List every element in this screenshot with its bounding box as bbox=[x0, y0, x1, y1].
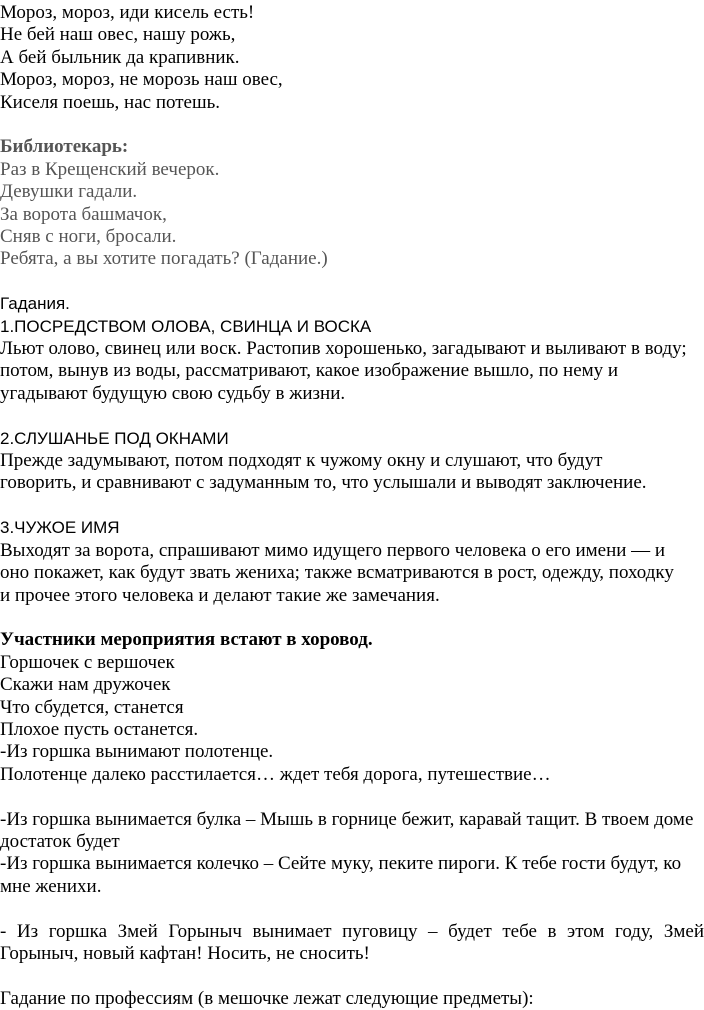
fortune-title: 1.ПОСРЕДСТВОМ ОЛОВА, СВИНЦА И ВОСКА bbox=[0, 316, 372, 336]
pot-item-line: достаток будет bbox=[0, 830, 120, 852]
round-dance-line: Полотенце далеко расстилается… ждет тебя дорога, путешествие… bbox=[0, 763, 551, 785]
librarian-block bbox=[0, 136, 704, 270]
fortune-intro: Гадания. bbox=[0, 294, 70, 314]
poem-block bbox=[0, 2, 704, 114]
fortune-text-line: Льют олово, свинец или воск. Растопив хорошенько, загадывают и выливают в воду; bbox=[0, 338, 687, 360]
fortune-block bbox=[0, 293, 704, 607]
pot-item-line: мне женихи. bbox=[0, 875, 102, 897]
librarian-line: Девушки гадали. bbox=[0, 181, 138, 203]
fortune-text-line: говорить, и сравнивают с задуманным то, что услышали и выводят заключение. bbox=[0, 472, 647, 494]
fortune-title: 2.СЛУШАНЬЕ ПОД ОКНАМИ bbox=[0, 428, 229, 448]
fortune-text-line: угадывают будущую свою судьбу в жизни. bbox=[0, 382, 346, 404]
fortune-text-line: и прочее этого человека и делают такие же замечания. bbox=[0, 584, 440, 606]
fortune-text-line: оно покажет, как будут звать жениха; также всматриваются в рост, одежду, походку bbox=[0, 562, 674, 584]
poem-line: А бей быльник да крапивник. bbox=[0, 46, 240, 68]
button-item-line: Горыныч, новый кафтан! Носить, не сносить! bbox=[0, 942, 370, 964]
professions-line: Гадание по профессиям (в мешочке лежат следующие предметы): bbox=[0, 987, 534, 1009]
button-item-block bbox=[0, 921, 704, 966]
poem-line: Мороз, мороз, иди кисель есть! bbox=[0, 2, 255, 23]
poem-line: Не бей наш овес, нашу рожь, bbox=[0, 24, 236, 46]
round-dance-line: Горшочек с вершочек bbox=[0, 651, 175, 673]
round-dance-line: Скажи нам дружочек bbox=[0, 674, 171, 696]
pot-item-line: -Из горшка вынимается булка – Мышь в горнице бежит, каравай тащит. В твоем доме bbox=[0, 808, 694, 830]
poem-line: Киселя поешь, нас потешь. bbox=[0, 91, 221, 113]
round-dance-heading: Участники мероприятия встают в хоровод. bbox=[0, 629, 373, 651]
librarian-heading: Библиотекарь: bbox=[0, 136, 129, 158]
pot-item-line: -Из горшка вынимается колечко – Сейте муку, пеките пироги. К тебе гости будут, ко bbox=[0, 853, 682, 875]
round-dance-line: Плохое пусть останется. bbox=[0, 718, 199, 740]
librarian-line: Сняв с ноги, бросали. bbox=[0, 226, 177, 248]
round-dance-block bbox=[0, 629, 704, 786]
fortune-text-line: Прежде задумывают, потом подходят к чужому окну и слушают, что будут bbox=[0, 450, 603, 472]
librarian-line: Раз в Крещенский вечерок. bbox=[0, 158, 220, 180]
fortune-text-line: Выходят за ворота, спрашивают мимо идущего первого человека о его имени — и bbox=[0, 539, 666, 561]
poem-line: Мороз, мороз, не морозь наш овес, bbox=[0, 69, 283, 91]
round-dance-line: Что сбудется, станется bbox=[0, 696, 184, 718]
pot-items-block bbox=[0, 809, 704, 899]
fortune-title: 3.ЧУЖОЕ ИМЯ bbox=[0, 518, 120, 538]
librarian-line: Ребята, а вы хотите погадать? (Гадание.) bbox=[0, 248, 328, 270]
button-item-line: - Из горшка Змей Горыныч вынимает пуговицу – будет тебе в этом году, Змей bbox=[0, 920, 704, 942]
round-dance-line: -Из горшка вынимают полотенце. bbox=[0, 741, 274, 763]
fortune-text-line: потом, вынув из воды, рассматривают, какое изображение вышло, по нему и bbox=[0, 360, 619, 382]
librarian-line: За ворота башмачок, bbox=[0, 203, 167, 225]
